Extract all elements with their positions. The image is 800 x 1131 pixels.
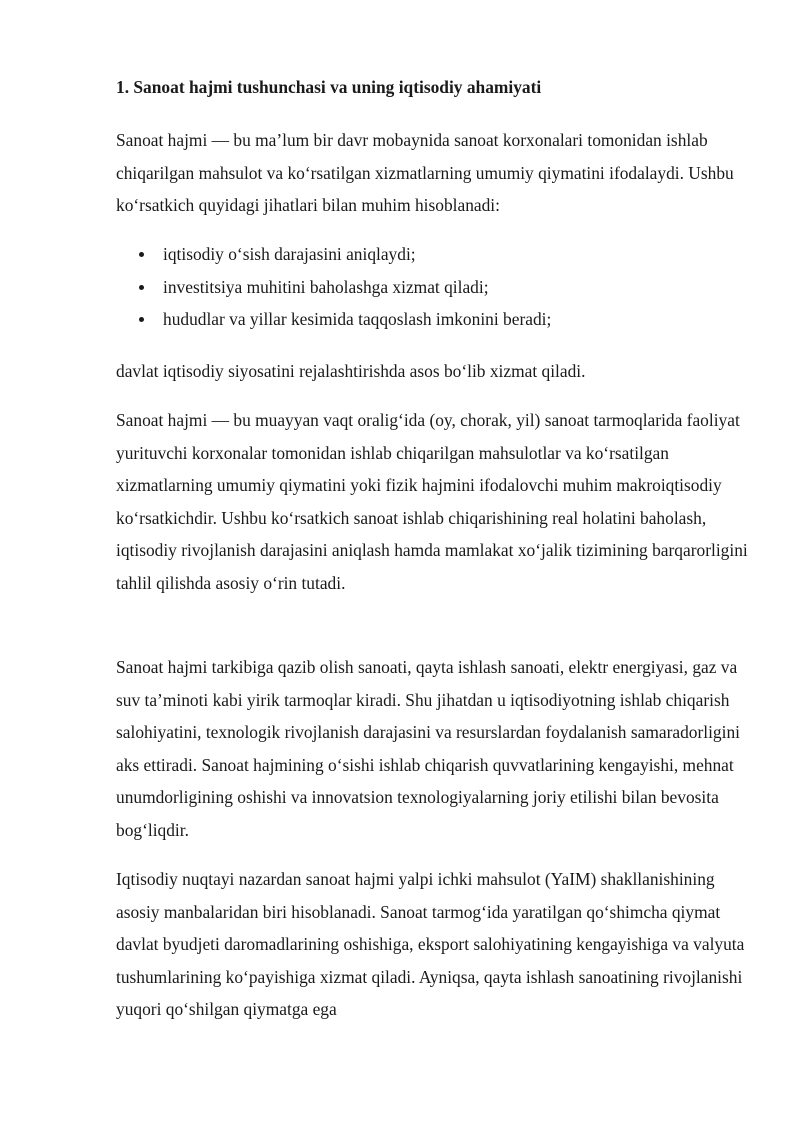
paragraph-3: Sanoat hajmi tarkibiga qazib olish sanoati, qayta ishlash sanoati, elektr energiyasi, gaz va suv ta’minoti kabi yirik tarmoqlar kiradi. Shu jihatdan u iqtisodiyotning ishlab chiqarish salohiyatini, texnologik rivojlanish darajasini va resurslardan foydalanish samaradorligini aks ettiradi. Sanoat hajmining o‘sishi ishlab chiqarish quvvatlarining kengayishi, mehnat unumdorligining oshishi va innovatsion texnologiyalarning joriy etilishi bilan bevosita bog‘liqdir. [116,657,740,840]
list-item [116,238,756,271]
list-item-text: iqtisodiy o‘sish darajasini aniqlaydi; [163,244,416,264]
bullet-icon [139,285,144,290]
paragraph-4: Iqtisodiy nuqtayi nazardan sanoat hajmi yalpi ichki mahsulot (YaIM) shakllanishining asosiy manbalaridan biri hisoblanadi. Sanoat tarmog‘ida yaratilgan qo‘shimcha qiymat davlat byudjeti daromadlarining oshishiga, eksport salohiyatining kengayishiga va valyuta tushumlarining ko‘payishiga xizmat qiladi. Ayniqsa, qayta ishlash sanoatining rivojlanishi yuqori qo‘shilgan qiymatga ega [116,869,745,1020]
list-item-text: hududlar va yillar kesimida taqqoslash imkonini beradi; [163,309,552,330]
paragraph-2: Sanoat hajmi — bu muayyan vaqt oralig‘ida (oy, chorak, yil) sanoat tarmoqlarida faoliyat yurituvchi korxonalar tomonidan ishlab chiqarilgan mahsulotlar va ko‘rsatilgan xizmatlarning umumiy qiymatini yoki fizik hajmini ifodalovchi muhim makroiqtisodiy ko‘rsatkichdir. Ushbu ko‘rsatkich sanoat ishlab chiqarishining real holatini baholash, iqtisodiy rivojlanish darajasini aniqlash hamda mamlakat xo‘jalik tizimining barqarorligini tahlil qilishda asosiy o‘rin tutadi. [116,410,748,593]
list-item [116,303,756,336]
list-item-text: investitsiya muhitini baholashga xizmat qiladi; [163,276,489,297]
bullet-icon [139,317,144,322]
list-item [116,271,756,304]
section-heading: 1. Sanoat hajmi tushunchasi va uning iqtisodiy ahamiyati [116,77,542,97]
bullet-list [116,238,756,336]
intro-paragraph: Sanoat hajmi — bu ma’lum bir davr mobaynida sanoat korxonalari tomonidan ishlab chiqarilgan mahsulot va ko‘rsatilgan xizmatlarning umumiy qiymatini ifodalaydi. Ushbu ko‘rsatkich quyidagi jihatlari bilan muhim hisoblanadi: [116,130,734,216]
bullet-icon [139,252,144,257]
after-list-paragraph: davlat iqtisodiy siyosatini rejalashtirishda asos bo‘lib xizmat qiladi. [116,361,586,381]
